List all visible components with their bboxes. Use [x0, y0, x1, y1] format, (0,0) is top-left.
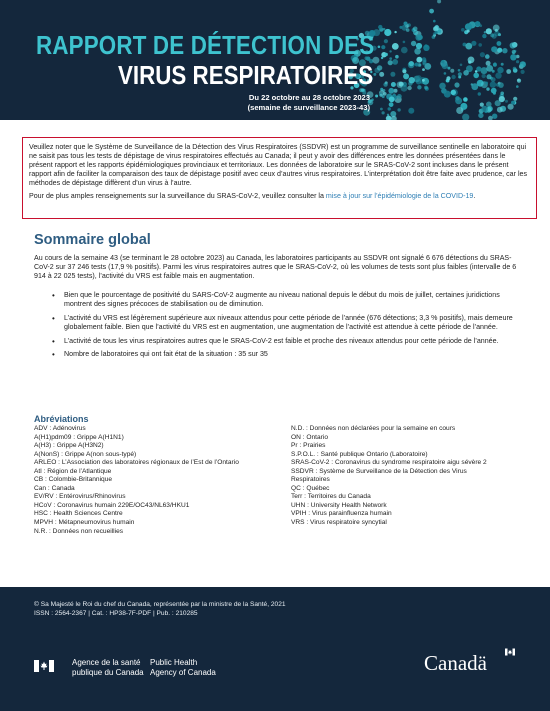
abbreviation-item: A(NonS) : Grippe A(non sous-typé) — [34, 450, 137, 458]
abbreviation-item: ADV : Adénovirus — [34, 425, 86, 432]
summary-bullet: • Bien que le pourcentage de positivité du SARS-CoV-2 augmente au niveau national depuis le début du mois de juillet, certaines juridictions montrent des signes précoces de stabilisation ou de diminution. — [52, 291, 520, 309]
summary-intro: Au cours de la semaine 43 (se terminant le 28 octobre 2023) au Canada, les laboratoires participants au SSDVR ont signalé 6 676 détections du SRAS-CoV-2 sur 37 246 tests (17,9 % positifs). Parmi les virus respiratoires autres que le SRAS-CoV-2, où les volumes de tests sont plus faibles (intervalle de 6 914 à 22 025 tests), l’activité du VRS est faible mais en augmentation. — [34, 254, 517, 281]
abbreviation-item: SRAS-CoV-2 : Coronavirus du syndrome respiratoire aigu sévère 2 — [291, 459, 487, 467]
abbreviation-item: ON : Ontario — [291, 433, 329, 441]
abbreviation-item: S.P.O.L. : Santé publique Ontario (Laboratoire) — [291, 450, 428, 458]
abbreviation-item: MPVH : Métapneumovirus humain — [34, 519, 135, 527]
notice-box — [22, 137, 537, 219]
publication-ids: ISSN : 2564-2367 | Cat. : HP38-7F-PDF | Pub. : 210285 — [34, 610, 198, 618]
summary-heading: Sommaire global — [34, 232, 151, 248]
summary-bullet: • L’activité du VRS est légèrement supérieure aux niveaux attendus pour cette période de l’année (676 détections; 3,3 % positifs), mais demeure globalement faible. Bien que l’activité du VRS est en augmentation, une augmentation de l’activité est attendue à cette période de l’année. — [52, 314, 520, 332]
notice-more-info: Pour de plus amples renseignements sur la surveillance du SRAS-CoV-2, veuillez consulter la mise à jour sur l’épidémiologie de la COVID-19. — [29, 192, 476, 201]
summary-bullet: • L’activité de tous les virus respiratoires autres que le SRAS-CoV-2 est faible et proche des niveaux attendus pour cette période de l’année. — [52, 337, 520, 346]
abbreviation-item: VPIH : Virus parainfluenza humain — [291, 510, 392, 518]
abbreviation-item: Terr : Territoires du Canada — [291, 493, 371, 501]
abbreviation-item: VRS : Virus respiratoire syncytial — [291, 519, 387, 527]
abbreviation-item: A(H1)pdm09 : Grippe A(H1N1) — [34, 433, 124, 441]
summary-bullet: • Nombre de laboratoires qui ont fait état de la situation : 35 sur 35 — [52, 350, 520, 359]
canada-wordmark: Canadä — [424, 651, 487, 675]
surveillance-week: (semaine de surveillance 2023-43) — [247, 103, 370, 112]
report-dates — [190, 93, 370, 113]
abbreviation-item: ARLEO : L’Association des laboratoires régionaux de l’Est de l’Ontario — [34, 459, 239, 467]
abbreviation-item: HSC : Health Sciences Centre — [34, 510, 123, 518]
report-title-line1: RAPPORT DE DÉTECTION DES — [36, 30, 375, 60]
abbreviations-left-column — [34, 425, 274, 536]
abbreviation-item: Atl : Région de l’Atlantique — [34, 467, 112, 475]
abbreviation-item: Pr : Prairies — [291, 442, 326, 450]
copyright-text: © Sa Majesté le Roi du chef du Canada, représentée par la ministre de la Santé, 2021 — [34, 601, 286, 608]
canada-flag-icon — [34, 660, 54, 672]
covid-epidemiology-link[interactable]: mise à jour sur l’épidémiologie de la COVID-19 — [325, 192, 474, 201]
report-title-line2: VIRUS RESPIRATOIRES — [118, 60, 374, 90]
abbreviation-item: QC : Québec — [291, 484, 330, 492]
date-range: Du 22 octobre au 28 octobre 2023 — [248, 93, 370, 102]
abbreviation-item: N.R. : Données non recueillies — [34, 527, 124, 535]
notice-paragraph: Veuillez noter que le Système de Surveillance de la Détection des Virus Respiratoires (SSDVR) est un programme de surveillance sentinelle en laboratoire qui ne saisit pas tous les tests de dépistage de virus respiratoires effectués au Canada; il peut y avoir des différences entre les données présentées dans le présent rapport et les rapports épidémiologiques provinciaux et territoriaux. Les données de laboratoire sur le SRAS-CoV-2 sont incluses dans le présent rapport afin de faciliter la comparaison des taux de dépistage positif avec ceux d’autres virus respiratoires. L’interprétation doit être faite avec prudence, car les méthodes de dépistage diffèrent d’un virus à l’autre. — [29, 143, 528, 188]
footer-legal — [34, 600, 286, 618]
abbreviation-item: HCoV : Coronavirus humain 229E/OC43/NL63/HKU1 — [34, 501, 190, 509]
abbreviation-item: EV/RV : Entérovirus/Rhinovirus — [34, 493, 126, 501]
abbreviation-item: SSDVR : Système de Surveillance de la Détection des Virus — [291, 467, 467, 475]
abbreviations-right-column — [291, 425, 521, 528]
abbreviation-item: N.D. : Données non déclarées pour la semaine en cours — [291, 425, 456, 432]
agency-name-fr: Agence de la santé publique du Canada — [72, 658, 144, 677]
report-footer — [0, 587, 550, 711]
abbreviations-heading: Abréviations — [34, 414, 89, 424]
abbreviation-item: A(H3) : Grippe A(H3N2) — [34, 442, 104, 450]
summary-bullet-list — [52, 291, 520, 364]
abbreviation-item: Respiratoires — [291, 476, 330, 484]
abbreviation-item: Can : Canada — [34, 484, 75, 492]
agency-name-en: Public Health Agency of Canada — [150, 658, 216, 677]
abbreviation-item: UHN : University Health Network — [291, 501, 387, 509]
wordmark-flag-icon — [505, 648, 515, 656]
abbreviation-item: CB : Colombie-Britannique — [34, 476, 113, 484]
report-header — [0, 0, 550, 120]
